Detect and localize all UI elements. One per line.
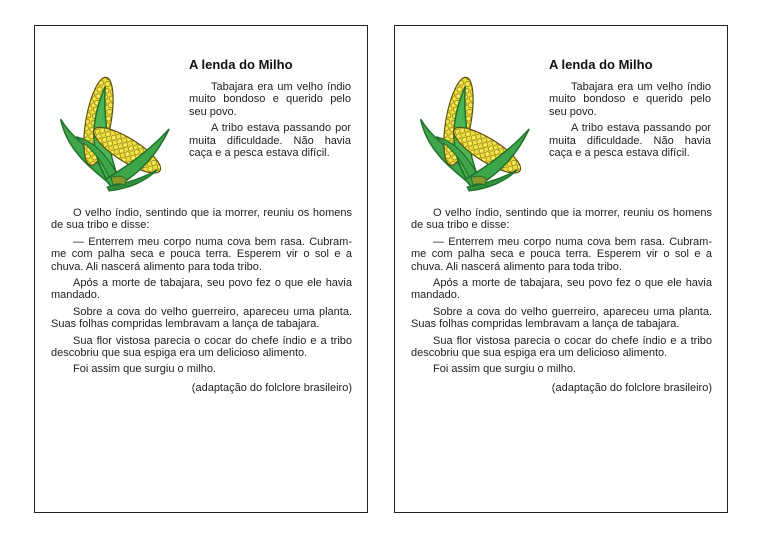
- body-paragraph: Sua flor vistosa parecia o cocar do chefe índio e a tribo descobriu que sua espiga era um delicioso alimento.: [411, 334, 712, 360]
- body-paragraph: — Enterrem meu corpo numa cova bem rasa. Cubram-me com palha seca e pouca terra. Esperem vir o sol e a chuva. Ali nascerá alimento para toda tribo.: [411, 235, 712, 273]
- body-paragraph: Foi assim que surgiu o milho.: [73, 363, 217, 376]
- body-paragraph: Sua flor vistosa parecia o cocar do chefe índio e a tribo descobriu que sua espiga era um delicioso alimento.: [51, 334, 352, 360]
- story-title: A lenda do Milho: [189, 57, 293, 72]
- body-paragraph: Após a morte de tabajara, seu povo fez o que ele havia mandado.: [411, 277, 712, 302]
- body-paragraph: O velho índio, sentindo que ia morrer, reuniu os homens de sua tribo e disse:: [411, 207, 712, 232]
- intro-paragraph: Tabajara era um velho índio muito bondoso e querido pelo seu povo.: [549, 81, 711, 118]
- corn-illustration: [409, 59, 535, 195]
- body-paragraph: O velho índio, sentindo que ia morrer, reuniu os homens de sua tribo e disse:: [51, 207, 352, 232]
- body-paragraph: Foi assim que surgiu o milho.: [433, 363, 577, 376]
- story-intro: [189, 81, 351, 163]
- story-body: [51, 207, 352, 398]
- story-body: [411, 207, 712, 398]
- story-credit: (adaptação do folclore brasileiro): [551, 381, 712, 394]
- story-page-left: [34, 25, 368, 513]
- body-paragraph: Após a morte de tabajara, seu povo fez o que ele havia mandado.: [51, 277, 352, 302]
- story-page-right: [394, 25, 728, 513]
- body-paragraph: Sobre a cova do velho guerreiro, apareceu uma planta. Suas folhas compridas lembravam a lança de tabajara.: [51, 305, 352, 331]
- story-title: A lenda do Milho: [549, 57, 653, 72]
- intro-paragraph: Tabajara era um velho índio muito bondoso e querido pelo seu povo.: [189, 81, 351, 118]
- intro-paragraph: A tribo estava passando por muita dificuldade. Não havia caça e a pesca estava difícil.: [189, 122, 351, 160]
- corn-illustration: [49, 59, 175, 195]
- story-credit: (adaptação do folclore brasileiro): [191, 381, 352, 394]
- body-paragraph: Sobre a cova do velho guerreiro, apareceu uma planta. Suas folhas compridas lembravam a lança de tabajara.: [411, 305, 712, 331]
- body-paragraph: — Enterrem meu corpo numa cova bem rasa. Cubram-me com palha seca e pouca terra. Esperem vir o sol e a chuva. Ali nascerá alimento para toda tribo.: [51, 235, 352, 273]
- story-intro: [549, 81, 711, 163]
- intro-paragraph: A tribo estava passando por muita dificuldade. Não havia caça e a pesca estava difícil.: [549, 122, 711, 160]
